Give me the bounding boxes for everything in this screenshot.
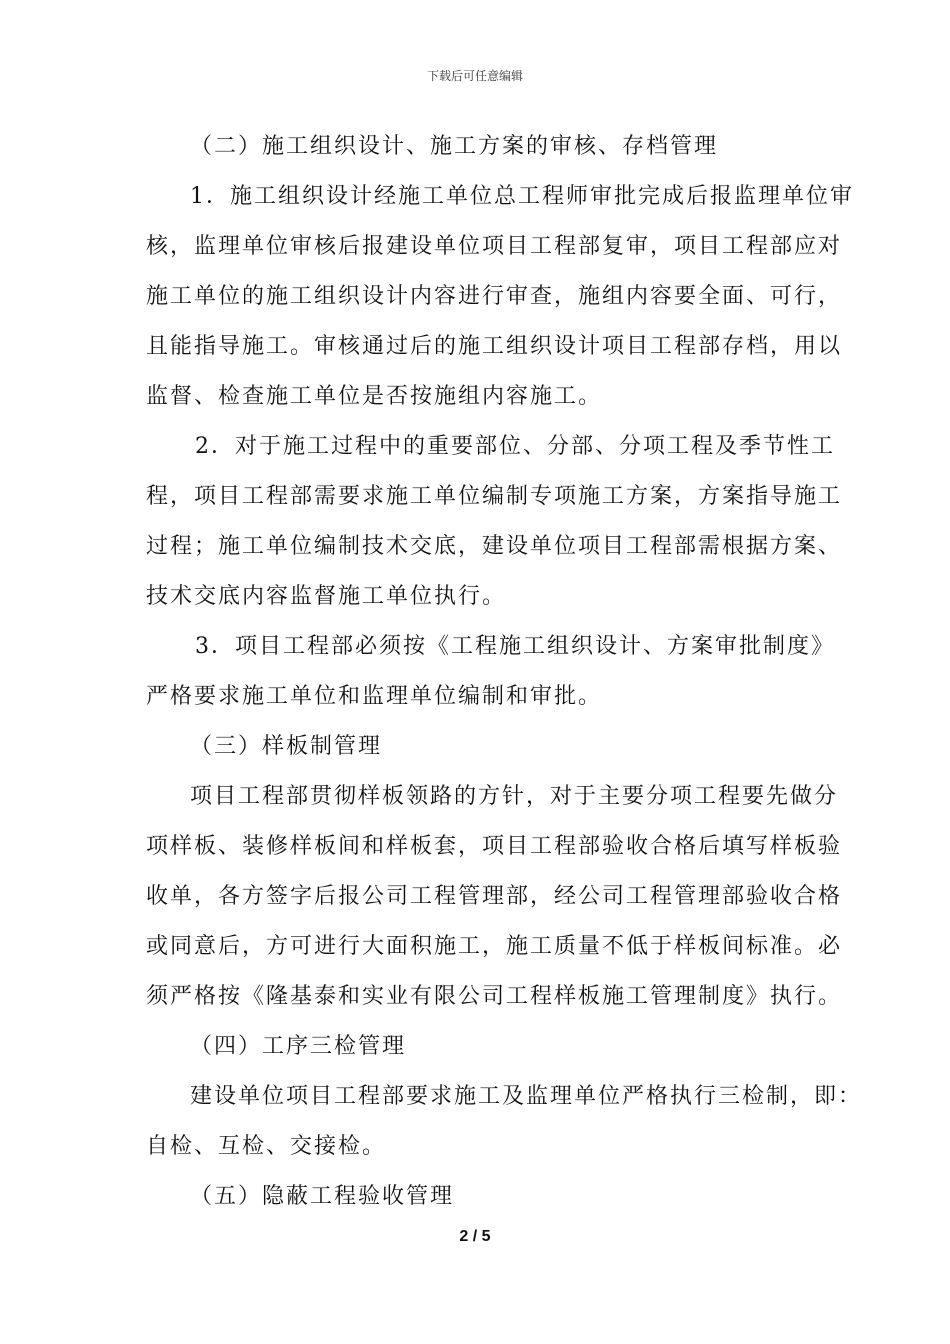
paragraph-line: 监督、检查施工单位是否按施组内容施工。 (146, 384, 603, 409)
paragraph-line: 项样板、装修样板间和样板套，项目工程部验收合格后填写样板验 (146, 834, 843, 859)
paragraph-line: 严格要求施工单位和监理单位编制和审批。 (146, 684, 603, 709)
paragraph-line: 程，项目工程部需要求施工单位编制专项施工方案，方案指导施工 (146, 484, 843, 509)
paragraph-line: 收单，各方签字后报公司工程管理部，经公司工程管理部验收合格 (146, 884, 843, 909)
paragraph-line: 核，监理单位审核后报建设单位项目工程部复审，项目工程部应对 (146, 234, 843, 259)
section-heading-5: （五）隐蔽工程验收管理 (190, 1184, 455, 1209)
paragraph-line: 1．施工组织设计经施工单位总工程师审批完成后报监理单位审 (190, 184, 854, 209)
section-heading-2: （二）施工组织设计、施工方案的审核、存档管理 (190, 134, 719, 159)
paragraph-line: 须严格按《隆基泰和实业有限公司工程样板施工管理制度》执行。 (146, 984, 843, 1009)
paragraph-line: 或同意后，方可进行大面积施工，施工质量不低于样板间标准。必 (146, 934, 843, 959)
section-heading-3: （三）样板制管理 (190, 734, 383, 759)
paragraph-line: 3．项目工程部必须按《工程施工组织设计、方案审批制度》 (195, 634, 835, 659)
paragraph-line: 自检、互检、交接检。 (146, 1134, 387, 1159)
page-header: 下载后可任意编辑 (426, 69, 523, 83)
page-number: 2 / 5 (459, 1228, 491, 1245)
paragraph-line: 技术交底内容监督施工单位执行。 (146, 584, 507, 609)
paragraph-line: 2．对于施工过程中的重要部位、分部、分项工程及季节性工 (195, 434, 835, 459)
paragraph-line: 施工单位的施工组织设计内容进行审查，施组内容要全面、可行， (146, 284, 843, 309)
paragraph-line: 过程；施工单位编制技术交底，建设单位项目工程部需根据方案、 (146, 534, 843, 559)
paragraph-line: 项目工程部贯彻样板领路的方针，对于主要分项工程要先做分 (190, 784, 839, 809)
paragraph-line: 建设单位项目工程部要求施工及监理单位严格执行三检制，即： (190, 1084, 863, 1109)
section-heading-4: （四）工序三检管理 (190, 1034, 407, 1059)
paragraph-line: 且能指导施工。审核通过后的施工组织设计项目工程部存档，用以 (146, 334, 843, 359)
